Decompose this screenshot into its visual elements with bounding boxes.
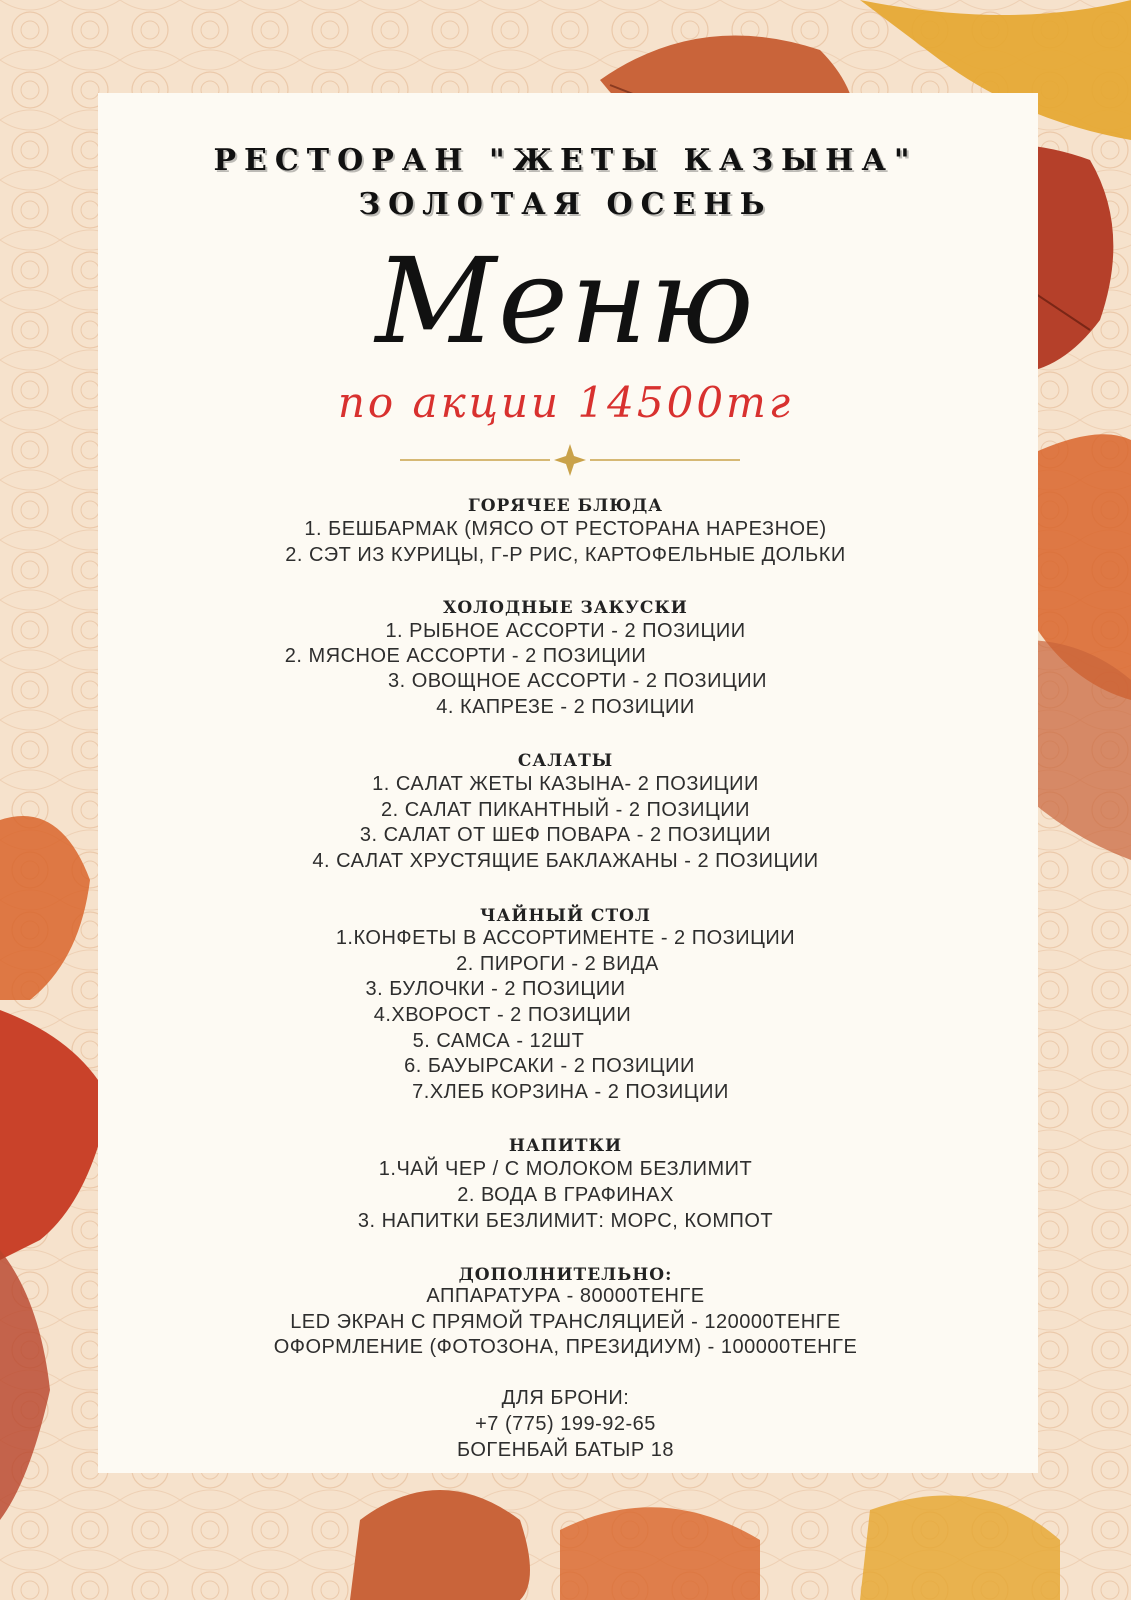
section-title-cold: ХОЛОДНЫЕ ЗАКУСКИ (443, 598, 688, 618)
gold-star-divider (400, 440, 740, 480)
promo-price: по акции 14500тг (337, 378, 794, 427)
restaurant-name: РЕСТОРАН "ЖЕТЫ КАЗЫНА" (213, 143, 918, 178)
list-item: 4. САЛАТ ХРУСТЯЩИЕ БАКЛАЖАНЫ - 2 ПОЗИЦИИ (312, 850, 819, 872)
section-title-hot: ГОРЯЧЕЕ БЛЮДА (467, 496, 664, 516)
list-item: 2. МЯСНОЕ АССОРТИ - 2 ПОЗИЦИИ (284, 645, 647, 667)
list-item: 2. ВОДА В ГРАФИНАХ (457, 1184, 674, 1206)
list-item: 3. ОВОЩНОЕ АССОРТИ - 2 ПОЗИЦИИ (388, 670, 767, 692)
list-item: 4. КАПРЕЗЕ - 2 ПОЗИЦИИ (436, 696, 695, 718)
booking-phone[interactable]: +7 (775) 199-92-65 (475, 1413, 656, 1435)
list-item: 1. БЕШБАРМАК (МЯСО ОТ РЕСТОРАНА НАРЕЗНОЕ) (304, 518, 827, 540)
list-item: 3. БУЛОЧКИ - 2 ПОЗИЦИИ (365, 978, 626, 1000)
section-title-drinks: НАПИТКИ (508, 1136, 623, 1156)
list-item: 1. САЛАТ ЖЕТЫ КАЗЫНА- 2 ПОЗИЦИИ (372, 773, 759, 795)
list-item: 1.ЧАЙ ЧЕР / С МОЛОКОМ БЕЗЛИМИТ (378, 1158, 753, 1180)
booking-address: БОГЕНБАЙ БАТЫР 18 (456, 1439, 675, 1461)
list-item: 3. НАПИТКИ БЕЗЛИМИТ: МОРС, КОМПОТ (357, 1210, 774, 1232)
event-name: ЗОЛОТАЯ ОСЕНЬ (358, 187, 773, 222)
section-title-extra: ДОПОЛНИТЕЛЬНО: (458, 1265, 673, 1285)
section-title-salads: САЛАТЫ (517, 751, 614, 771)
list-item: 2. САЛАТ ПИКАНТНЫЙ - 2 ПОЗИЦИИ (380, 799, 750, 821)
list-item: 2. СЭТ ИЗ КУРИЦЫ, Г-Р РИС, КАРТОФЕЛЬНЫЕ ДОЛЬКИ (285, 544, 846, 566)
list-item: 2. ПИРОГИ - 2 ВИДА (456, 953, 659, 975)
page-title: Меню (375, 232, 756, 370)
list-item: АППАРАТУРА - 80000ТЕНГЕ (426, 1285, 705, 1307)
list-item: 4.ХВОРОСТ - 2 ПОЗИЦИИ (373, 1004, 632, 1026)
list-item: 1.КОНФЕТЫ В АССОРТИМЕНТЕ - 2 ПОЗИЦИИ (335, 927, 796, 949)
list-item: 1. РЫБНОЕ АССОРТИ - 2 ПОЗИЦИИ (385, 620, 746, 642)
list-item: LED ЭКРАН С ПРЯМОЙ ТРАНСЛЯЦИЕЙ - 120000ТЕНГЕ (290, 1311, 841, 1333)
section-title-tea: ЧАЙНЫЙ СТОЛ (480, 906, 651, 926)
booking-label: ДЛЯ БРОНИ: (501, 1387, 630, 1409)
list-item: 3. САЛАТ ОТ ШЕФ ПОВАРА - 2 ПОЗИЦИИ (359, 824, 772, 846)
list-item: 5. САМСА - 12ШТ (412, 1030, 585, 1052)
list-item: 6. БАУЫРСАКИ - 2 ПОЗИЦИИ (404, 1055, 695, 1077)
list-item: ОФОРМЛЕНИЕ (ФОТОЗОНА, ПРЕЗИДИУМ) - 100000ТЕНГЕ (273, 1336, 858, 1358)
list-item: 7.ХЛЕБ КОРЗИНА - 2 ПОЗИЦИИ (412, 1081, 729, 1103)
